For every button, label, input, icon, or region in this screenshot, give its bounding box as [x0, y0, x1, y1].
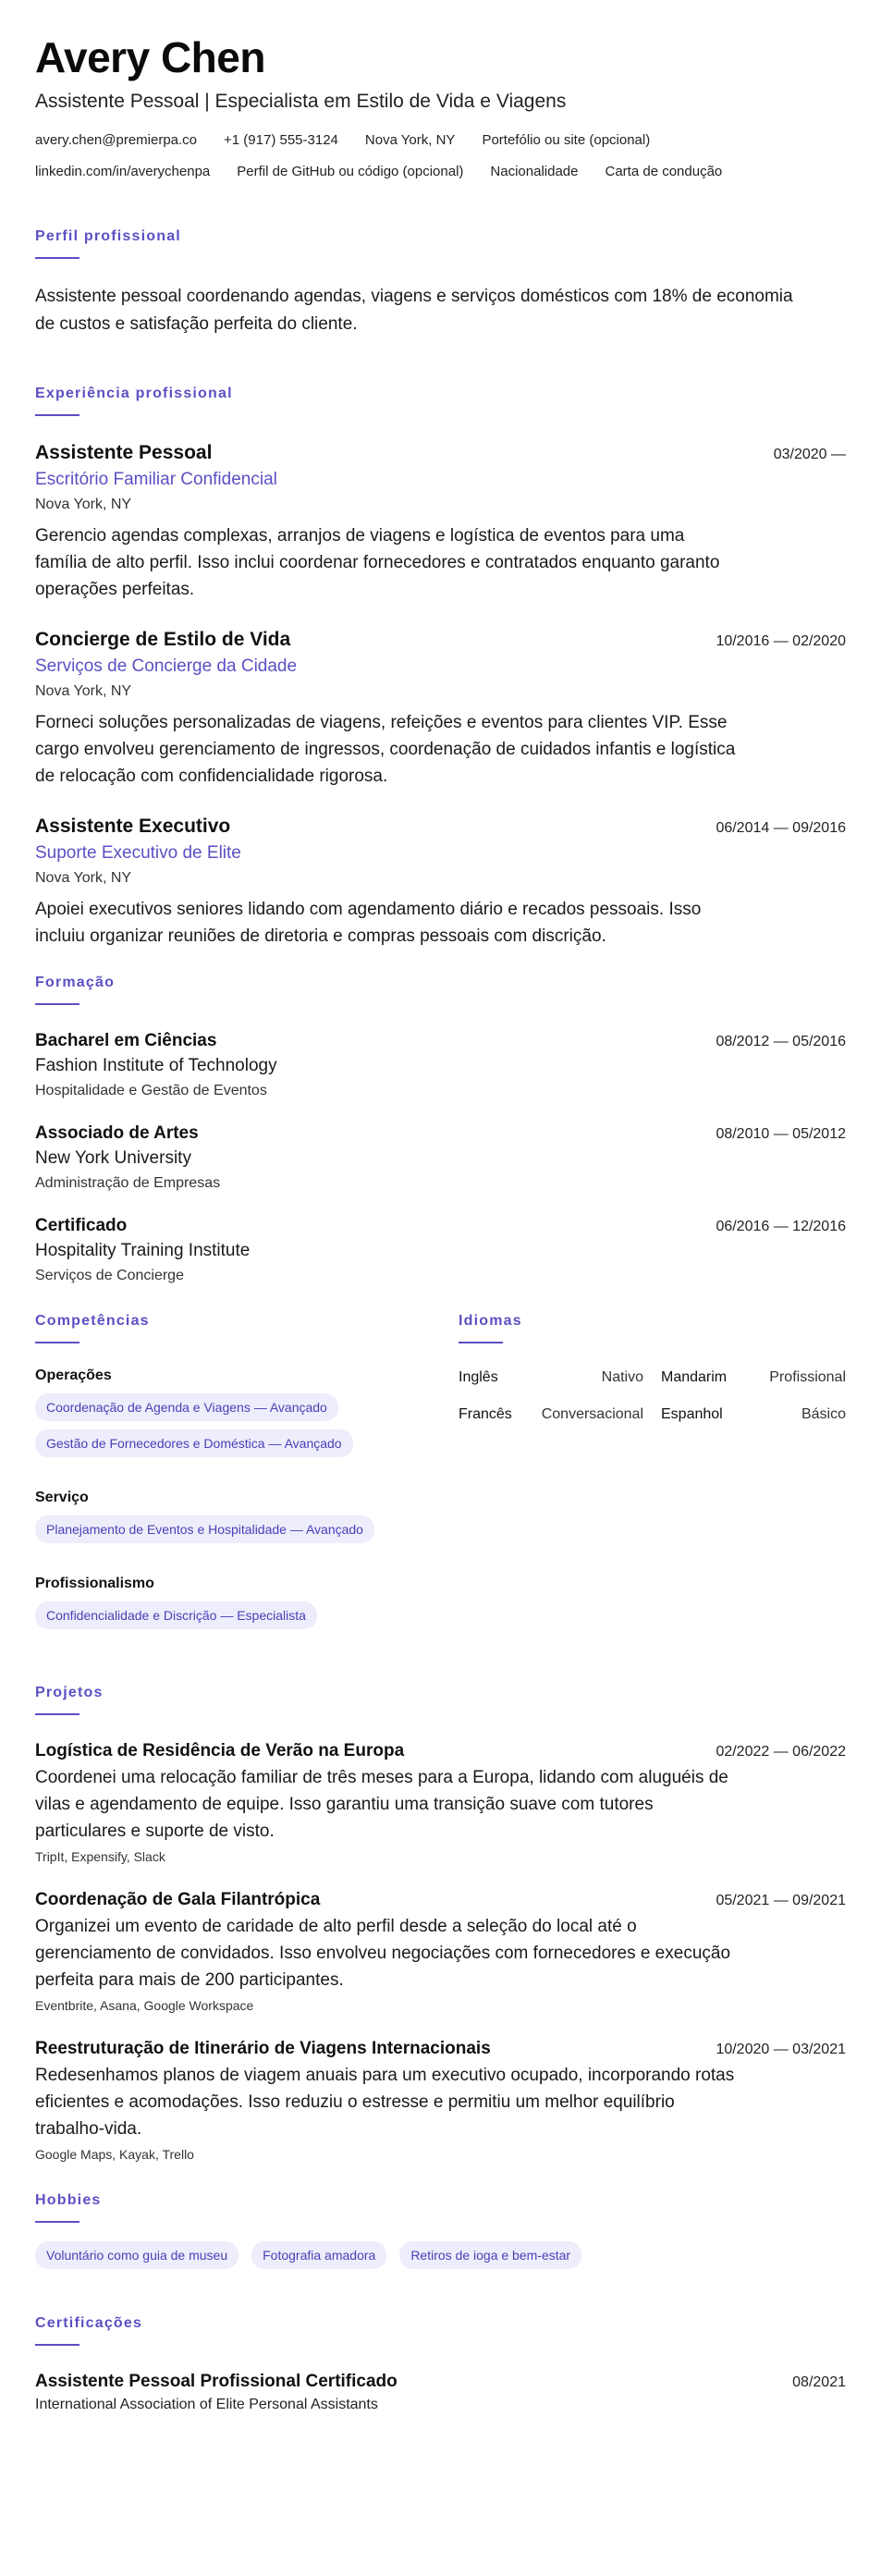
language-name: Inglês — [459, 1369, 498, 1385]
language-level: Nativo — [601, 1369, 643, 1385]
headline: Assistente Pessoal | Especialista em Estilo de Vida e Viagens — [35, 91, 567, 112]
section-title: Certificações — [35, 2315, 143, 2331]
job-title: Assistente Pessoal — [35, 442, 213, 463]
degree: Associado de Artes — [35, 1123, 199, 1143]
job-location: Nova York, NY — [35, 870, 132, 886]
project-tools: Google Maps, Kayak, Trello — [35, 2147, 194, 2162]
project-name: Coordenação de Gala Filantrópica — [35, 1890, 321, 1909]
language-item — [661, 1405, 846, 1425]
job-title: Concierge de Estilo de Vida — [35, 629, 291, 650]
section-divider — [35, 2221, 80, 2223]
experience-entry — [35, 814, 846, 950]
skill-chip: Gestão de Fornecedores e Doméstica — Avançado — [35, 1429, 353, 1457]
experience-entry — [35, 627, 846, 790]
education-dates: 06/2016 — 12/2016 — [716, 1219, 846, 1234]
field-of-study: Serviços de Concierge — [35, 1268, 184, 1283]
experience-entry — [35, 440, 846, 603]
certifications-section — [35, 2314, 846, 2415]
project-name: Logística de Residência de Verão na Europa — [35, 1741, 405, 1760]
field-of-study: Administração de Empresas — [35, 1175, 221, 1191]
language-item — [459, 1368, 643, 1388]
contact-location: Nova York, NY — [364, 132, 456, 148]
education-section — [35, 974, 846, 1286]
project-tools: Eventbrite, Asana, Google Workspace — [35, 1998, 254, 2013]
project-description: Organizei um evento de caridade de alto perfil desde a seleção do local até o gerenciamento de convidados. Isso envolveu negociações com fornecedores e execução perfeita para mais de 200 participantes. — [35, 1917, 731, 1990]
certification-entry — [35, 2370, 846, 2415]
contact-linkedin[interactable]: linkedin.com/in/averychenpa — [35, 164, 211, 179]
language-level: Conversacional — [541, 1406, 643, 1422]
certification-issuer: International Association of Elite Personal Assistants — [35, 2397, 378, 2412]
contact-github[interactable]: Perfil de GitHub ou código (opcional) — [237, 164, 464, 179]
contact-nationality: Nacionalidade — [490, 164, 579, 179]
project-description: Redesenhamos planos de viagem anuais para um executivo ocupado, incorporando rotas eficientes e acomodações. Isso reduziu o estresse e permitiu um melhor equilíbrio trabalho-vida. — [35, 2066, 735, 2139]
hobby-chip: Fotografia amadora — [251, 2241, 386, 2269]
project-dates: 02/2022 — 06/2022 — [716, 1744, 846, 1760]
project-entry — [35, 1888, 846, 2015]
skills-languages-row — [35, 1312, 846, 1638]
degree: Certificado — [35, 1216, 128, 1235]
section-title: Perfil profissional — [35, 228, 181, 244]
project-tools: TripIt, Expensify, Slack — [35, 1849, 165, 1864]
hobby-chip: Voluntário como guia de museu — [35, 2241, 239, 2269]
language-level: Básico — [801, 1406, 846, 1422]
field-of-study: Hospitalidade e Gestão de Eventos — [35, 1083, 267, 1098]
certification-date: 08/2021 — [792, 2374, 846, 2390]
contact-email[interactable]: avery.chen@premierpa.co — [35, 132, 198, 148]
skill-group — [35, 1366, 459, 1466]
projects-section — [35, 1684, 846, 2164]
hobbies-section — [35, 2191, 846, 2277]
skill-category: Operações — [35, 1368, 112, 1383]
company-name: Serviços de Concierge da Cidade — [35, 656, 298, 676]
hobby-chip: Retiros de ioga e bem-estar — [399, 2241, 581, 2269]
section-title: Formação — [35, 975, 116, 990]
education-dates: 08/2012 — 05/2016 — [716, 1034, 846, 1049]
contact-row-2 — [35, 163, 846, 181]
resume-header — [35, 33, 846, 181]
candidate-name: Avery Chen — [35, 33, 265, 81]
language-name: Mandarim — [661, 1369, 728, 1385]
school-name: Hospitality Training Institute — [35, 1241, 251, 1260]
section-divider — [35, 1713, 80, 1715]
project-description: Coordenei uma relocação familiar de três meses para a Europa, lidando com aluguéis de vilas e agendamento de equipe. Isso garantiu uma transição suave com tutores particulares e suporte de visto. — [35, 1768, 728, 1841]
project-dates: 05/2021 — 09/2021 — [716, 1893, 846, 1908]
language-level: Profissional — [769, 1369, 846, 1385]
section-divider — [35, 1003, 80, 1005]
school-name: Fashion Institute of Technology — [35, 1056, 277, 1075]
language-item — [661, 1368, 846, 1388]
job-location: Nova York, NY — [35, 497, 132, 512]
education-dates: 08/2010 — 05/2012 — [716, 1126, 846, 1142]
section-divider — [35, 414, 80, 416]
project-entry — [35, 1739, 846, 1866]
section-divider — [35, 257, 80, 259]
section-title: Hobbies — [35, 2192, 102, 2208]
languages-section — [459, 1312, 846, 1638]
skill-category: Serviço — [35, 1490, 89, 1505]
section-title: Idiomas — [459, 1313, 522, 1329]
job-description: Forneci soluções personalizadas de viagens, refeições e eventos para clientes VIP. Esse cargo envolveu gerenciamento de ingressos, coordenação de cuidados infantis e logística de relocação com confidencialidade rigorosa. — [35, 713, 736, 786]
job-location: Nova York, NY — [35, 683, 132, 699]
project-dates: 10/2020 — 03/2021 — [716, 2042, 846, 2057]
contact-row-1 — [35, 131, 846, 150]
language-name: Francês — [459, 1406, 512, 1422]
skill-chip: Coordenação de Agenda e Viagens — Avançado — [35, 1393, 338, 1421]
job-dates: 10/2016 — 02/2020 — [716, 633, 846, 649]
job-description: Gerencio agendas complexas, arranjos de viagens e logística de eventos para uma família de alto perfil. Isso inclui coordenar fornecedores e contratados enquanto garanto operações perfeitas. — [35, 526, 720, 599]
section-divider — [459, 1342, 503, 1343]
skill-chip: Confidencialidade e Discrição — Especialista — [35, 1601, 317, 1629]
profile-section — [35, 227, 846, 338]
skill-group — [35, 1488, 459, 1552]
education-entry — [35, 1214, 846, 1286]
section-title: Experiência profissional — [35, 386, 233, 401]
contact-driving-license: Carta de condução — [605, 164, 723, 179]
project-entry — [35, 2037, 846, 2164]
degree: Bacharel em Ciências — [35, 1031, 217, 1050]
job-title: Assistente Executivo — [35, 816, 231, 837]
company-name: Escritório Familiar Confidencial — [35, 470, 277, 489]
school-name: New York University — [35, 1148, 191, 1168]
section-title: Competências — [35, 1313, 150, 1329]
contact-phone[interactable]: +1 (917) 555-3124 — [224, 132, 338, 148]
section-divider — [35, 1342, 80, 1343]
section-title: Projetos — [35, 1685, 104, 1700]
job-dates: 03/2020 — — [773, 447, 846, 462]
experience-section — [35, 385, 846, 950]
education-entry — [35, 1122, 846, 1194]
education-entry — [35, 1029, 846, 1101]
job-dates: 06/2014 — 09/2016 — [716, 820, 846, 836]
section-divider — [35, 2344, 80, 2346]
skill-group — [35, 1574, 459, 1638]
skill-category: Profissionalismo — [35, 1576, 154, 1591]
skill-chip: Planejamento de Eventos e Hospitalidade — Avançado — [35, 1515, 374, 1543]
project-name: Reestruturação de Itinerário de Viagens Internacionais — [35, 2039, 491, 2058]
contact-portfolio[interactable]: Portefólio ou site (opcional) — [482, 132, 651, 148]
certification-name: Assistente Pessoal Profissional Certificado — [35, 2372, 398, 2391]
skills-section — [35, 1312, 459, 1638]
language-item — [459, 1405, 643, 1425]
profile-summary: Assistente pessoal coordenando agendas, viagens e serviços domésticos com 18% de economia de custos e satisfação perfeita do cliente. — [35, 287, 793, 334]
company-name: Suporte Executivo de Elite — [35, 843, 241, 863]
job-description: Apoiei executivos seniores lidando com agendamento diário e recados pessoais. Isso incluiu organizar reuniões de diretoria e compras pessoais com discrição. — [35, 900, 702, 946]
language-name: Espanhol — [661, 1406, 723, 1422]
